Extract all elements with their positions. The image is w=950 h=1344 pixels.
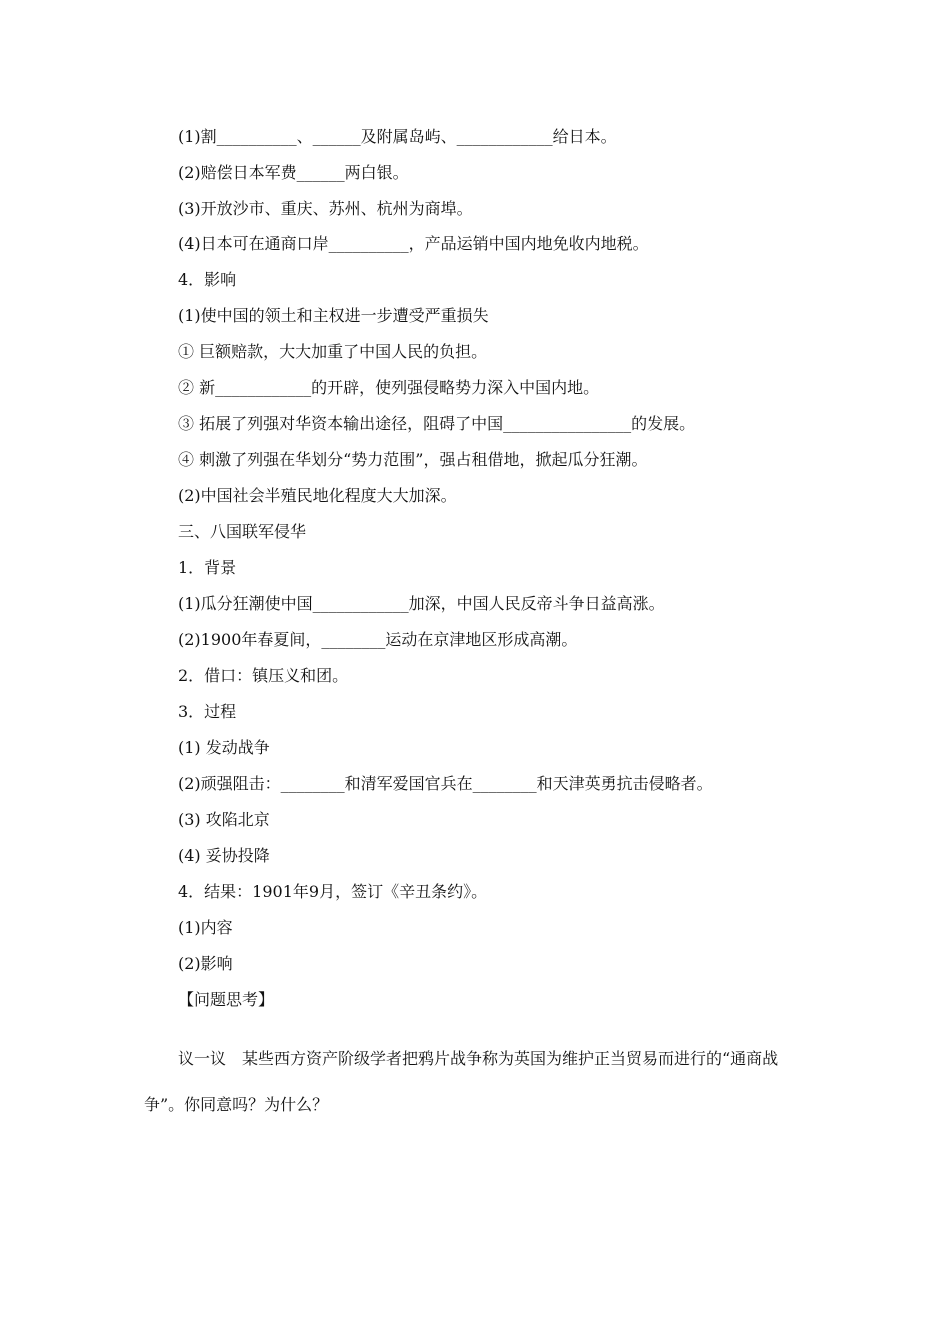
discussion-paragraph: 议一议 某些西方资产阶级学者把鸦片战争称为英国为维护正当贸易而进行的“通商战争”。你同意吗？为什么？ xyxy=(144,1049,779,1114)
section-heading: 3．过程 xyxy=(178,702,237,721)
text-line: ③ 拓展了列强对华资本输出途径，阻碍了中国________________的发展。 xyxy=(178,414,696,433)
section-heading: 2．借口：镇压义和团。 xyxy=(178,666,349,685)
text-line: (2)1900年春夏间，________运动在京津地区形成高潮。 xyxy=(178,630,578,649)
text-line: (1)瓜分狂潮使中国____________加深，中国人民反帝斗争日益高涨。 xyxy=(178,594,665,613)
text-line: (4) 妥协投降 xyxy=(178,846,270,865)
text-line: ② 新____________的开辟，使列强侵略势力深入中国内地。 xyxy=(178,378,600,397)
text-line: (1)使中国的领土和主权进一步遭受严重损失 xyxy=(178,306,489,325)
text-line: ④ 刺激了列强在华划分“势力范围”，强占租借地，掀起瓜分狂潮。 xyxy=(178,450,648,469)
text-line: (1) 发动战争 xyxy=(178,738,270,757)
section-heading: 三、八国联军侵华 xyxy=(178,522,307,541)
text-line: (2)顽强阻击：________和清军爱国官兵在________和天津英勇抗击侵略者。 xyxy=(178,774,713,793)
question-heading: 【问题思考】 xyxy=(178,990,275,1009)
text-line: (2)赔偿日本军费______两白银。 xyxy=(178,163,409,182)
text-line: ① 巨额赔款，大大加重了中国人民的负担。 xyxy=(178,342,488,361)
section-heading: 4．结果：1901年9月，签订《辛丑条约》。 xyxy=(178,882,488,901)
text-line: (3) 攻陷北京 xyxy=(178,810,270,829)
text-line: (1)内容 xyxy=(178,918,233,937)
text-line: (2)影响 xyxy=(178,954,233,973)
text-line: (3)开放沙市、重庆、苏州、杭州为商埠。 xyxy=(178,199,473,218)
text-line: (1)割__________、______及附属岛屿、____________给日本。 xyxy=(178,127,617,146)
section-heading: 4．影响 xyxy=(178,270,237,289)
text-line: (4)日本可在通商口岸__________，产品运销中国内地免收内地税。 xyxy=(178,234,649,253)
text-line: (2)中国社会半殖民地化程度大大加深。 xyxy=(178,486,457,505)
section-heading: 1．背景 xyxy=(178,558,237,577)
